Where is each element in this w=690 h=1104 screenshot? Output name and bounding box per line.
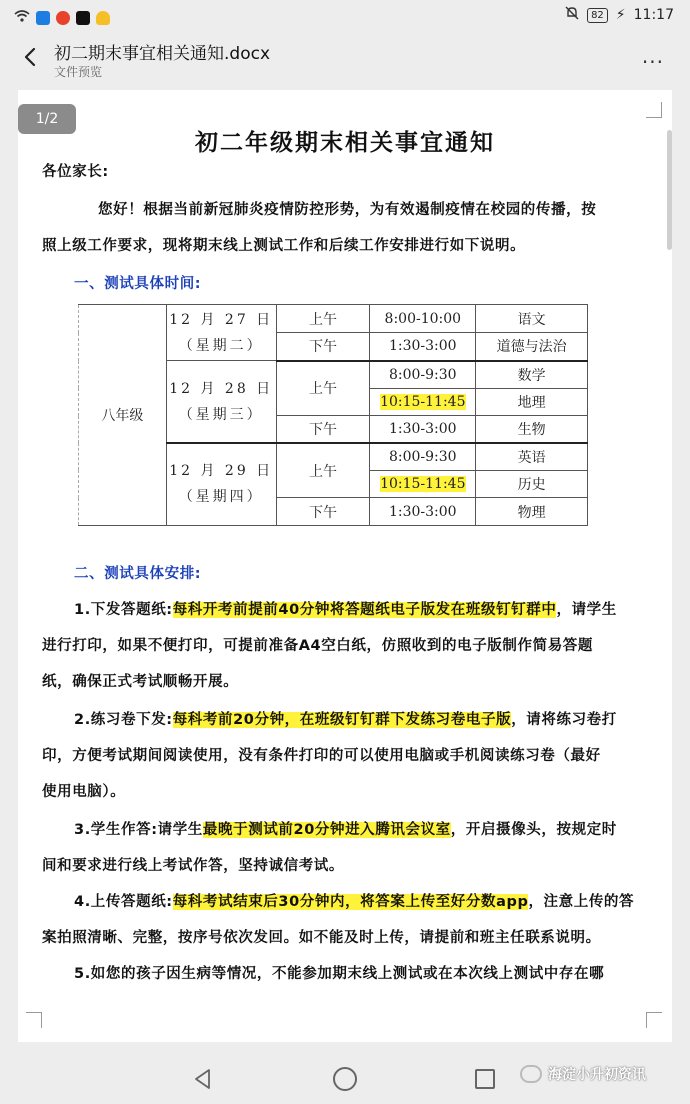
period-cell: 下午 bbox=[276, 416, 370, 443]
item-2-line-3: 使用电脑）。 bbox=[42, 784, 126, 800]
section-heading-arrangement: 二、测试具体安排: bbox=[74, 566, 202, 582]
weekday-text: （星期二） bbox=[178, 337, 264, 354]
page-indicator: 1/2 bbox=[18, 104, 76, 134]
time-cell bbox=[370, 388, 476, 415]
time-cell bbox=[370, 470, 476, 497]
subject-cell: 语文 bbox=[476, 305, 588, 333]
nav-home-button[interactable] bbox=[333, 1067, 357, 1091]
document-title: 初二年级期末相关事宜通知 bbox=[195, 130, 495, 156]
highlighted-text: 每科开考前提前40分钟将答题纸电子版发在班级钉钉群中 bbox=[172, 602, 557, 618]
tiktok-icon bbox=[76, 11, 90, 25]
status-right bbox=[565, 6, 674, 24]
highlighted-time: 10:15-11:45 bbox=[380, 476, 466, 493]
page-corner-mark bbox=[26, 1012, 42, 1028]
notification-icons bbox=[14, 8, 110, 27]
item-label: 1.下发答题纸: bbox=[74, 602, 173, 618]
item-5-line-1: 5.如您的孩子因生病等情况，不能参加期末线上测试或在本次线上测试中存在哪 bbox=[74, 966, 605, 982]
item-1-line-3: 纸，确保正式考试顺畅开展。 bbox=[42, 674, 239, 690]
time-cell: 1:30-3:00 bbox=[370, 498, 476, 526]
page-corner-mark bbox=[646, 1012, 662, 1028]
watermark bbox=[520, 1064, 646, 1084]
grade-cell: 八年级 bbox=[79, 305, 167, 526]
navigation-bar bbox=[0, 1052, 690, 1104]
more-menu-button[interactable]: ··· bbox=[641, 50, 664, 74]
subject-cell: 英语 bbox=[476, 443, 588, 470]
date-cell bbox=[166, 305, 276, 361]
item-1-line-1 bbox=[42, 592, 652, 628]
item-text: ，请将练习卷打 bbox=[511, 712, 617, 728]
item-3-line-1 bbox=[42, 812, 652, 848]
status-bar bbox=[0, 0, 690, 32]
period-cell: 上午 bbox=[276, 305, 370, 333]
item-1-line-2: 进行打印，如果不便打印，可提前准备A4空白纸，仿照收到的电子版制作简易答题 bbox=[42, 638, 594, 654]
subject-cell: 物理 bbox=[476, 498, 588, 526]
subject-cell: 道德与法治 bbox=[476, 333, 588, 361]
intro-line-2: 照上级工作要求，现将期末线上测试工作和后续工作安排进行如下说明。 bbox=[42, 238, 526, 254]
back-arrow-icon bbox=[18, 44, 44, 70]
subject-cell: 地理 bbox=[476, 388, 588, 415]
date-text: 12 月 29 日 bbox=[169, 463, 274, 480]
app-header bbox=[0, 32, 690, 84]
period-cell: 下午 bbox=[276, 333, 370, 361]
highlighted-text: 最晚于测试前20分钟进入腾讯会议室 bbox=[202, 822, 451, 838]
item-label: 2.练习卷下发: bbox=[74, 712, 173, 728]
wifi-icon bbox=[14, 8, 30, 27]
intro-line-1: 您好！根据当前新冠肺炎疫情防控形势，为有效遏制疫情在校园的传播，按 bbox=[98, 202, 597, 218]
item-2-line-2: 印，方便考试期间阅读使用，没有条件打印的可以使用电脑或手机阅读练习卷（最好 bbox=[42, 748, 601, 764]
time-cell: 8:00-10:00 bbox=[370, 305, 476, 333]
time-cell: 8:00-9:30 bbox=[370, 443, 476, 470]
mute-icon bbox=[565, 6, 579, 24]
date-cell bbox=[166, 443, 276, 526]
file-name: 初二期末事宜相关通知.docx bbox=[54, 44, 271, 64]
item-text: ，注意上传的答 bbox=[528, 894, 635, 910]
exam-schedule-table bbox=[78, 304, 588, 526]
clock: 11:17 bbox=[633, 7, 674, 23]
page-corner-mark bbox=[646, 102, 662, 118]
period-cell: 上午 bbox=[276, 361, 370, 416]
section-heading-time: 一、测试具体时间: bbox=[74, 276, 202, 292]
item-4-line-1 bbox=[42, 884, 652, 920]
time-cell: 1:30-3:00 bbox=[370, 416, 476, 443]
highlighted-time: 10:15-11:45 bbox=[380, 393, 466, 410]
nav-recents-button[interactable] bbox=[475, 1069, 495, 1089]
period-cell: 下午 bbox=[276, 498, 370, 526]
charging-icon: ⚡ bbox=[615, 7, 626, 23]
highlighted-text: 每科考前20分钟，在班级钉钉群下发练习卷电子版 bbox=[172, 712, 512, 728]
back-button[interactable] bbox=[18, 44, 44, 70]
file-preview-label: 文件预览 bbox=[54, 65, 103, 79]
nav-back-button[interactable] bbox=[190, 1066, 216, 1092]
item-label: 3.学生作答:请学生 bbox=[74, 822, 203, 838]
item-4-line-2: 案拍照清晰、完整，按序号依次发回。如不能及时上传，请提前和班主任联系说明。 bbox=[42, 930, 601, 946]
item-3-line-2: 间和要求进行线上考试作答，坚持诚信考试。 bbox=[42, 858, 344, 874]
highlighted-text: 每科考试结束后30分钟内，将答案上传至好分数app bbox=[172, 894, 529, 910]
weibo-icon bbox=[56, 11, 70, 25]
document-page[interactable] bbox=[18, 90, 672, 1042]
battery-level: 82 bbox=[587, 8, 608, 23]
cloud-app-icon bbox=[96, 11, 110, 25]
watermark-text: 海淀小升初资讯 bbox=[548, 1067, 646, 1083]
shield-app-icon bbox=[36, 11, 50, 25]
date-text: 12 月 27 日 bbox=[169, 311, 274, 328]
item-text: ，开启摄像头，按规定时 bbox=[450, 822, 617, 838]
subject-cell: 数学 bbox=[476, 361, 588, 388]
period-cell: 上午 bbox=[276, 443, 370, 498]
weekday-text: （星期四） bbox=[178, 489, 264, 506]
date-text: 12 月 28 日 bbox=[169, 380, 274, 397]
weekday-text: （星期三） bbox=[178, 406, 264, 423]
greeting: 各位家长: bbox=[42, 164, 109, 180]
item-2-line-1 bbox=[42, 702, 652, 738]
time-cell: 8:00-9:30 bbox=[370, 361, 476, 388]
subject-cell: 历史 bbox=[476, 470, 588, 497]
wechat-icon bbox=[520, 1065, 542, 1083]
item-text: ，请学生 bbox=[556, 602, 617, 618]
date-cell bbox=[166, 361, 276, 443]
item-label: 4.上传答题纸: bbox=[74, 894, 173, 910]
time-cell: 1:30-3:00 bbox=[370, 333, 476, 361]
triangle-back-icon bbox=[190, 1066, 216, 1092]
subject-cell: 生物 bbox=[476, 416, 588, 443]
